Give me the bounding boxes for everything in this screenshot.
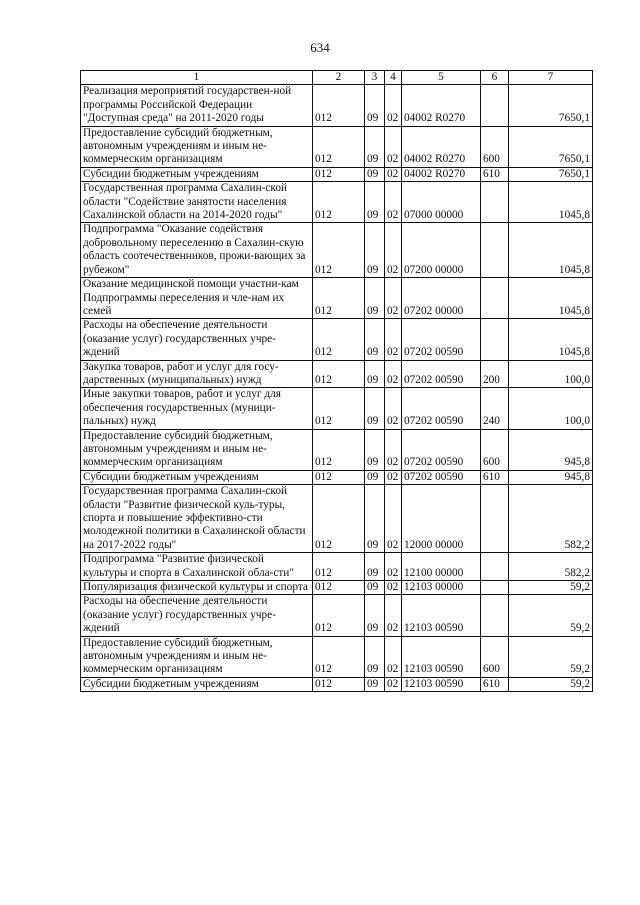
ministry-code: 012 xyxy=(313,553,365,581)
subsection-code: 02 xyxy=(385,85,402,126)
header-row xyxy=(81,71,593,85)
table-row xyxy=(81,677,593,691)
column-header: 2 xyxy=(313,71,365,85)
table-row xyxy=(81,388,593,429)
column-header: 5 xyxy=(402,71,481,85)
target-article-code: 07202 00590 xyxy=(402,388,481,429)
amount: 1045,8 xyxy=(509,223,593,278)
section-code: 09 xyxy=(365,278,385,319)
budget-table xyxy=(80,70,593,692)
row-name: Реализация мероприятий государствен-ной программы Российской Федерации "Доступная среда" на 2011-2020 годы xyxy=(81,85,313,126)
subsection-code: 02 xyxy=(385,388,402,429)
row-name: Государственная программа Сахалин-ской области "Содействие занятости населения Сахалинской области на 2014-2020 годы" xyxy=(81,182,313,223)
row-name: Субсидии бюджетным учреждениям xyxy=(81,167,313,181)
ministry-code: 012 xyxy=(313,595,365,636)
table-row xyxy=(81,429,593,470)
ministry-code: 012 xyxy=(313,485,365,553)
ministry-code: 012 xyxy=(313,319,365,360)
expense-type-code xyxy=(481,278,509,319)
row-name: Предоставление субсидий бюджетным, автономным учреждениям и иным не-коммерческим организациям xyxy=(81,636,313,677)
target-article-code: 07000 00000 xyxy=(402,182,481,223)
table-row xyxy=(81,595,593,636)
expense-type-code xyxy=(481,85,509,126)
target-article-code: 07202 00590 xyxy=(402,319,481,360)
section-code: 09 xyxy=(365,126,385,167)
table-row xyxy=(81,182,593,223)
subsection-code: 02 xyxy=(385,429,402,470)
target-article-code: 07202 00590 xyxy=(402,360,481,388)
expense-type-code: 600 xyxy=(481,636,509,677)
target-article-code: 12000 00000 xyxy=(402,485,481,553)
column-header: 7 xyxy=(509,71,593,85)
target-article-code: 12103 00590 xyxy=(402,677,481,691)
expense-type-code xyxy=(481,485,509,553)
ministry-code: 012 xyxy=(313,126,365,167)
amount: 59,2 xyxy=(509,595,593,636)
table-row xyxy=(81,278,593,319)
column-header: 4 xyxy=(385,71,402,85)
amount: 59,2 xyxy=(509,677,593,691)
table-row xyxy=(81,485,593,553)
row-name: Предоставление субсидий бюджетным, автономным учреждениям и иным не-коммерческим организациям xyxy=(81,126,313,167)
table-row xyxy=(81,581,593,595)
amount: 945,8 xyxy=(509,429,593,470)
expense-type-code xyxy=(481,182,509,223)
section-code: 09 xyxy=(365,388,385,429)
subsection-code: 02 xyxy=(385,126,402,167)
table-row xyxy=(81,360,593,388)
row-name: Государственная программа Сахалин-ской области "Развитие физической куль-туры, спорта и повышение эффективно-сти молодежной политики в Сахалинской области на 2017-2022 годы" xyxy=(81,485,313,553)
subsection-code: 02 xyxy=(385,360,402,388)
row-name: Популяризация физической культуры и спорта xyxy=(81,581,313,595)
section-code: 09 xyxy=(365,470,385,484)
table-row xyxy=(81,85,593,126)
table-row xyxy=(81,319,593,360)
expense-type-code: 600 xyxy=(481,429,509,470)
expense-type-code xyxy=(481,223,509,278)
expense-type-code: 600 xyxy=(481,126,509,167)
row-name: Субсидии бюджетным учреждениям xyxy=(81,677,313,691)
amount: 59,2 xyxy=(509,636,593,677)
row-name: Расходы на обеспечение деятельности (оказание услуг) государственных учре-ждений xyxy=(81,319,313,360)
expense-type-code xyxy=(481,595,509,636)
page-number: 634 xyxy=(310,40,330,55)
target-article-code: 04002 R0270 xyxy=(402,167,481,181)
expense-type-code xyxy=(481,581,509,595)
amount: 945,8 xyxy=(509,470,593,484)
subsection-code: 02 xyxy=(385,677,402,691)
ministry-code: 012 xyxy=(313,360,365,388)
amount: 1045,8 xyxy=(509,278,593,319)
amount: 1045,8 xyxy=(509,319,593,360)
section-code: 09 xyxy=(365,636,385,677)
subsection-code: 02 xyxy=(385,167,402,181)
ministry-code: 012 xyxy=(313,223,365,278)
expense-type-code: 200 xyxy=(481,360,509,388)
ministry-code: 012 xyxy=(313,278,365,319)
ministry-code: 012 xyxy=(313,677,365,691)
row-name: Оказание медицинской помощи участни-кам Подпрограммы переселения и чле-нам их семей xyxy=(81,278,313,319)
expense-type-code: 610 xyxy=(481,470,509,484)
section-code: 09 xyxy=(365,182,385,223)
table-row xyxy=(81,167,593,181)
subsection-code: 02 xyxy=(385,485,402,553)
subsection-code: 02 xyxy=(385,595,402,636)
target-article-code: 07202 00000 xyxy=(402,278,481,319)
amount: 1045,8 xyxy=(509,182,593,223)
subsection-code: 02 xyxy=(385,581,402,595)
ministry-code: 012 xyxy=(313,388,365,429)
subsection-code: 02 xyxy=(385,182,402,223)
section-code: 09 xyxy=(365,429,385,470)
subsection-code: 02 xyxy=(385,319,402,360)
table-row xyxy=(81,126,593,167)
column-header: 1 xyxy=(81,71,313,85)
target-article-code: 04002 R0270 xyxy=(402,126,481,167)
amount: 582,2 xyxy=(509,485,593,553)
target-article-code: 12103 00000 xyxy=(402,581,481,595)
table-row xyxy=(81,223,593,278)
row-name: Расходы на обеспечение деятельности (оказание услуг) государственных учре-ждений xyxy=(81,595,313,636)
expense-type-code xyxy=(481,319,509,360)
target-article-code: 04002 R0270 xyxy=(402,85,481,126)
section-code: 09 xyxy=(365,581,385,595)
expense-type-code: 240 xyxy=(481,388,509,429)
expense-type-code xyxy=(481,553,509,581)
amount: 100,0 xyxy=(509,388,593,429)
target-article-code: 07200 00000 xyxy=(402,223,481,278)
amount: 59,2 xyxy=(509,581,593,595)
subsection-code: 02 xyxy=(385,636,402,677)
ministry-code: 012 xyxy=(313,167,365,181)
table-body xyxy=(81,85,593,692)
column-header: 3 xyxy=(365,71,385,85)
expense-type-code: 610 xyxy=(481,677,509,691)
row-name: Предоставление субсидий бюджетным, автономным учреждениям и иным не-коммерческим организациям xyxy=(81,429,313,470)
target-article-code: 07202 00590 xyxy=(402,429,481,470)
table-row xyxy=(81,470,593,484)
section-code: 09 xyxy=(365,595,385,636)
amount: 7650,1 xyxy=(509,85,593,126)
amount: 7650,1 xyxy=(509,167,593,181)
amount: 7650,1 xyxy=(509,126,593,167)
row-name: Закупка товаров, работ и услуг для госу-дарственных (муниципальных) нужд xyxy=(81,360,313,388)
section-code: 09 xyxy=(365,85,385,126)
expense-type-code: 610 xyxy=(481,167,509,181)
section-code: 09 xyxy=(365,319,385,360)
column-header: 6 xyxy=(481,71,509,85)
section-code: 09 xyxy=(365,167,385,181)
subsection-code: 02 xyxy=(385,470,402,484)
section-code: 09 xyxy=(365,553,385,581)
ministry-code: 012 xyxy=(313,470,365,484)
section-code: 09 xyxy=(365,360,385,388)
target-article-code: 12100 00000 xyxy=(402,553,481,581)
row-name: Подпрограмма "Развитие физической культуры и спорта в Сахалинской обла-сти" xyxy=(81,553,313,581)
section-code: 09 xyxy=(365,677,385,691)
ministry-code: 012 xyxy=(313,636,365,677)
amount: 100,0 xyxy=(509,360,593,388)
row-name: Субсидии бюджетным учреждениям xyxy=(81,470,313,484)
ministry-code: 012 xyxy=(313,182,365,223)
section-code: 09 xyxy=(365,223,385,278)
ministry-code: 012 xyxy=(313,429,365,470)
ministry-code: 012 xyxy=(313,581,365,595)
subsection-code: 02 xyxy=(385,223,402,278)
target-article-code: 07202 00590 xyxy=(402,470,481,484)
table-row xyxy=(81,553,593,581)
target-article-code: 12103 00590 xyxy=(402,636,481,677)
row-name: Подпрограмма "Оказание содействия добровольному переселению в Сахалин-скую область соотечественников, прожи-вающих за рубежом" xyxy=(81,223,313,278)
target-article-code: 12103 00590 xyxy=(402,595,481,636)
amount: 582,2 xyxy=(509,553,593,581)
subsection-code: 02 xyxy=(385,553,402,581)
table-row xyxy=(81,636,593,677)
section-code: 09 xyxy=(365,485,385,553)
subsection-code: 02 xyxy=(385,278,402,319)
ministry-code: 012 xyxy=(313,85,365,126)
row-name: Иные закупки товаров, работ и услуг для обеспечения государственных (муници-пальных) нужд xyxy=(81,388,313,429)
